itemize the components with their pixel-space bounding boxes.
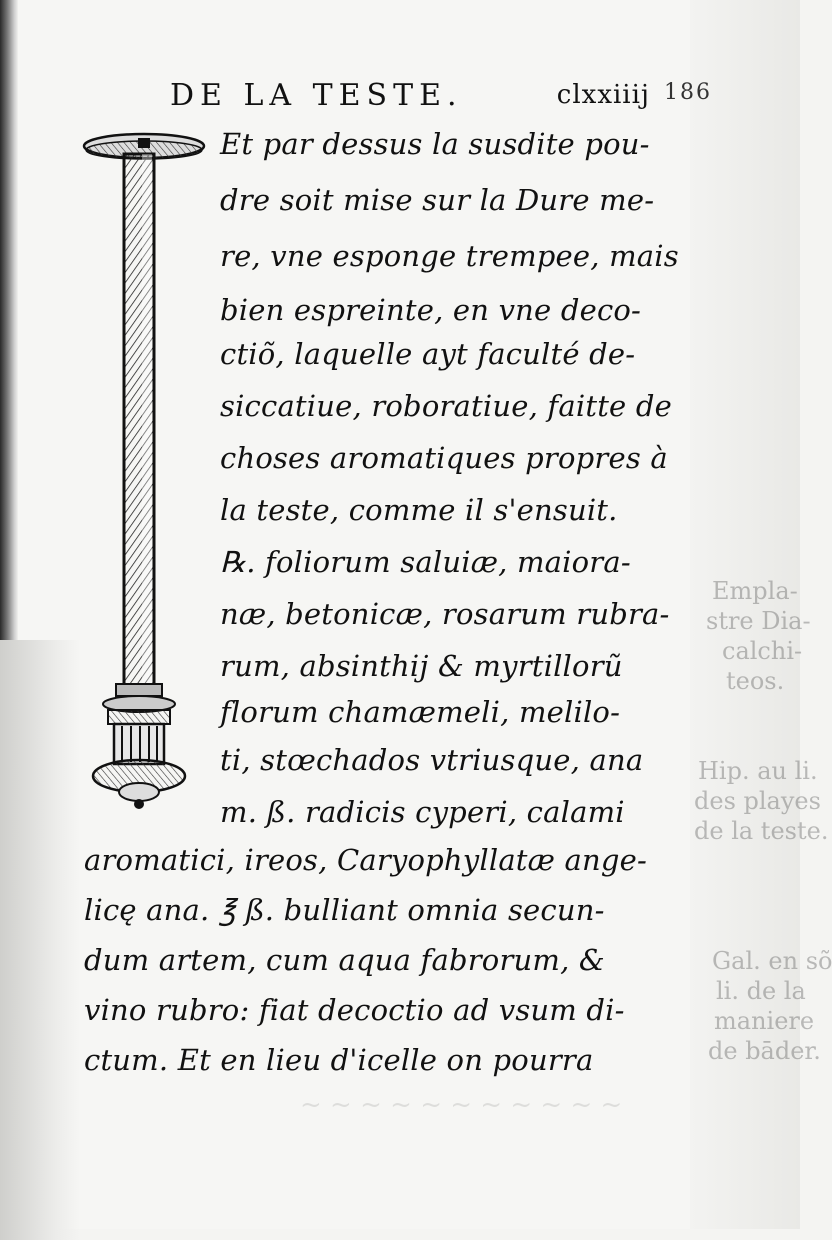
text-line: florum chamæmeli, melilo-: [220, 695, 621, 729]
decorated-initial-I-column-icon: [82, 124, 212, 814]
text-line: dum artem, cum aqua fabrorum, &: [84, 943, 605, 977]
handwritten-page-number: 186: [664, 80, 712, 105]
text-line: ℞. foliorum saluiæ, maiora-: [220, 545, 631, 579]
margin-note: stre Dia-: [706, 607, 811, 635]
text-line: ctiõ, laquelle ayt faculté de-: [220, 337, 636, 371]
text-line: dre soit mise sur la Dure me-: [220, 183, 655, 217]
margin-note: teos.: [726, 667, 785, 695]
text-line: Et par dessus la susdite pou-: [220, 127, 650, 161]
text-line: rum, absinthij & myrtillorũ: [220, 649, 623, 683]
folio-number: clxxiiij: [556, 80, 650, 110]
text-line: licę ana. ℥ ß. bulliant omnia secun-: [84, 893, 605, 927]
running-header: [170, 78, 650, 118]
text-line: la teste, comme il s'ensuit.: [220, 493, 618, 527]
text-line: næ, betonicæ, rosarum rubra-: [220, 597, 670, 631]
text-line: siccatiue, roboratiue, faitte de: [220, 389, 672, 423]
text-line: ctum. Et en lieu d'icelle on pourra: [84, 1043, 594, 1077]
margin-note: maniere: [714, 1007, 815, 1035]
margin-note: de bāder.: [708, 1037, 821, 1065]
text-line: ti, stœchados vtriusque, ana: [220, 743, 644, 777]
text-line: aromatici, ireos, Caryophyllatæ ange-: [84, 843, 648, 877]
margin-note: des playes: [694, 787, 821, 815]
text-line: bien espreinte, en vne deco-: [220, 293, 642, 327]
text-line: choses aromatiques propres à: [220, 441, 668, 475]
margin-note: Empla-: [712, 577, 798, 605]
margin-note: li. de la: [716, 977, 806, 1005]
text-line: vino rubro: fiat decoctio ad vsum di-: [84, 993, 625, 1027]
text-line: m. ß. radicis cyperi, calami: [220, 795, 625, 829]
running-title: DE LA TESTE.: [170, 78, 463, 113]
margin-note: calchi-: [722, 637, 803, 665]
torn-page-edge: [0, 640, 80, 1240]
text-line: re, vne esponge trempee, mais: [220, 239, 679, 273]
margin-note: Hip. au li.: [698, 757, 818, 785]
margin-note: de la teste.: [694, 817, 829, 845]
bleed-through-text: ~ ~ ~ ~ ~ ~ ~ ~ ~ ~ ~: [300, 1090, 623, 1120]
margin-note: Gal. en sõ: [712, 947, 832, 975]
